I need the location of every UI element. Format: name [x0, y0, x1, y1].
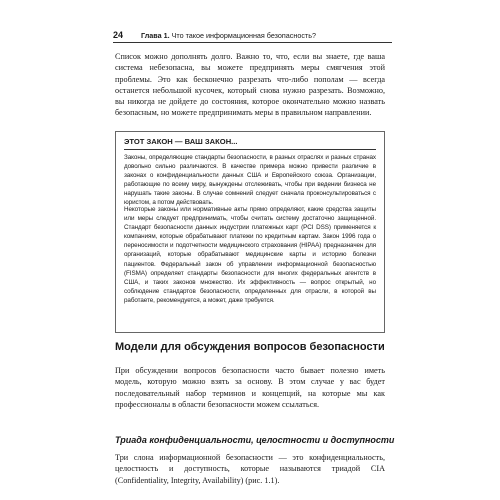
- sidebar-title: ЭТОТ ЗАКОН — ВАШ ЗАКОН...: [124, 137, 376, 150]
- chapter-heading: [141, 31, 316, 40]
- subsection-heading: Триада конфиденциальности, целостности и доступности: [115, 435, 395, 445]
- section-heading: Модели для обсуждения вопросов безопасности: [115, 341, 385, 353]
- subsection-paragraph: Три слона информационной безопасности — это конфиденциальность, целостность и доступность, которые называются триадой CIA (Confidentiality, Integrity, Availability) (рис. 1.1).: [115, 453, 385, 485]
- chapter-label: Глава 1.: [141, 31, 170, 40]
- running-header: [113, 30, 392, 43]
- sidebar-paragraph-2: Некоторые законы или нормативные акты прямо определяют, какие средства защиты или меры следует предпринимать, чтобы считать систему достаточно защищенной. Стандарт безопасности данных индустрии платежных карт (PCI DSS) применяется к компаниям, которые обрабатывают платежи по кредитным картам. Закон 1996 года о переносимости и подотчетности медицинского страхования (HIPAA) предназначен для организаций, которые обрабатывают медицинские карты и историю болезни пациентов. Федеральный закон об управлении информационной безопасностью (FISMA) определяет стандарты безопасности для многих федеральных агентств в США, и таких законов множество. Их эффективность — вопрос открытый, но соблюдение стандартов безопасности, определенных для отрасли, в которой вы работаете, рекомендуется, а может, даже требуется.: [124, 206, 376, 304]
- intro-paragraph: Список можно дополнять долго. Важно то, что, если вы знаете, где ваша система небезопасна, вы можете предпринять меры смягчения этой проблемы. Это как бесконечно разрезать что-либо пополам — всегда останется небольшой кусочек, который снова нужно разрезать. Возможно, вы никогда не дойдете до состояния, которое окончательно можно назвать безопасным, но можете предпринимать меры в правильном направлении.: [115, 52, 385, 118]
- sidebar-paragraph-1: Законы, определяющие стандарты безопасности, в разных отраслях и разных странах довольно сильно различаются. В качестве примера можно привести различие в законах о конфиденциальности данных США и Европейского союза. Организации, работающие по всему миру, вынуждены отслеживать, чтобы при ведении бизнеса не нарушать такие законы. В случае сомнений следует сначала проконсультироваться с юристом, а потом действовать.: [124, 154, 376, 207]
- chapter-title: Что такое информационная безопасность?: [171, 31, 316, 40]
- page-number: 24: [113, 30, 124, 40]
- section-paragraph: При обсуждении вопросов безопасности часто бывает полезно иметь модель, которую можно взять за основу. В этом случае у вас будет последовательный набор терминов и концепций, на которые мы как профессионалы в области безопасности можем ссылаться.: [115, 366, 385, 409]
